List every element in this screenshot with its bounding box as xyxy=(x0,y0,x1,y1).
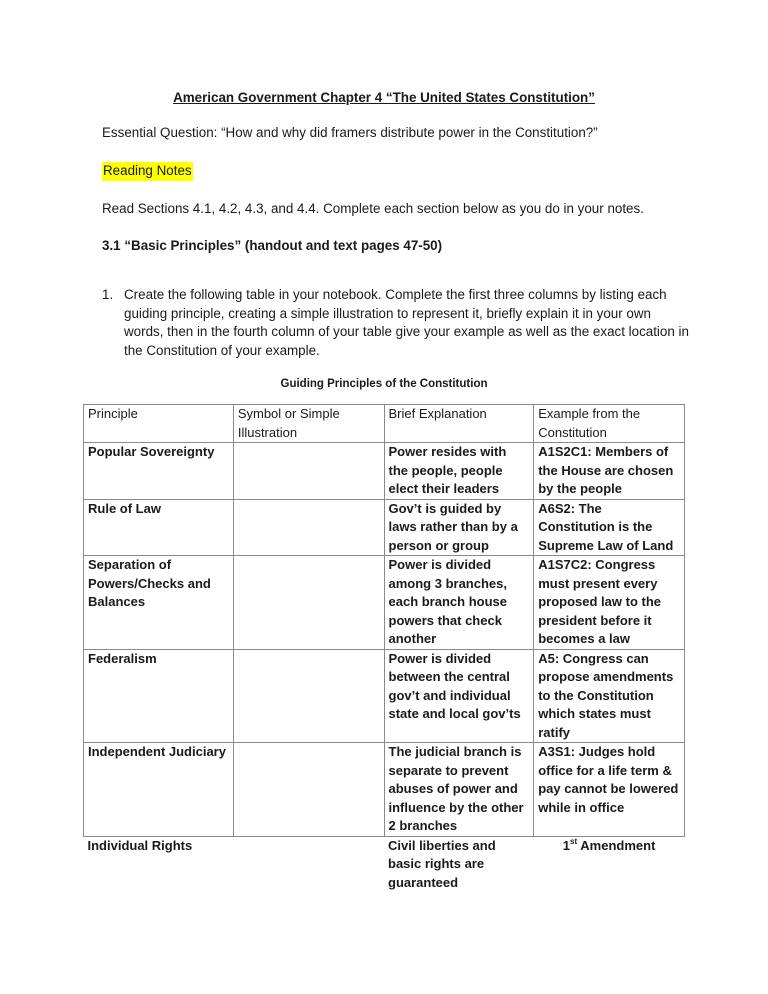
cell-symbol xyxy=(233,443,384,500)
guiding-principles-table xyxy=(83,404,685,892)
ordinal-number: 1 xyxy=(562,837,571,853)
header-example: Example from the Constitution xyxy=(534,405,685,443)
cell-explanation: Power is divided among 3 branches, each branch house powers that check another xyxy=(384,556,534,650)
cell-principle: Federalism xyxy=(84,649,234,743)
cell-example: A3S1: Judges hold office for a life term & pay cannot be lowered while in office xyxy=(534,743,685,837)
table-row xyxy=(84,556,685,650)
essential-question: Essential Question: “How and why did framers distribute power in the Constitution?” xyxy=(102,125,598,140)
cell-principle: Independent Judiciary xyxy=(84,743,234,837)
cell-example: A5: Congress can propose amendments to the Constitution which states must ratify xyxy=(534,649,685,743)
cell-symbol xyxy=(233,743,384,837)
read-sections-instruction: Read Sections 4.1, 4.2, 4.3, and 4.4. Complete each section below as you do in your notes. xyxy=(102,201,644,216)
cell-example xyxy=(534,836,685,892)
cell-principle: Popular Sovereignty xyxy=(84,443,234,500)
reading-notes-heading: Reading Notes xyxy=(102,162,193,181)
table-header-row xyxy=(84,405,685,443)
cell-explanation: Civil liberties and basic rights are guaranteed xyxy=(388,837,496,890)
cell-explanation: Gov’t is guided by laws rather than by a person or group xyxy=(384,499,534,556)
ordinal-suffix: st xyxy=(570,836,578,846)
cell-explanation: The judicial branch is separate to prevent abuses of power and influence by the other 2 branches xyxy=(384,743,534,837)
section-heading: 3.1 “Basic Principles” (handout and text pages 47-50) xyxy=(102,238,443,253)
amendment-text: Amendment xyxy=(577,837,656,853)
header-symbol: Symbol or Simple Illustration xyxy=(233,405,384,443)
cell-symbol xyxy=(233,556,384,650)
cell-example: A1S7C2: Congress must present every proposed law to the president before it becomes a law xyxy=(534,556,685,650)
table-caption: Guiding Principles of the Constitution xyxy=(280,378,488,390)
table-row xyxy=(84,836,685,892)
cell-example: A1S2C1: Members of the House are chosen by the people xyxy=(534,443,685,500)
cell-symbol xyxy=(233,499,384,556)
cell-explanation: Power is divided between the central gov’t and individual state and local gov’ts xyxy=(384,649,534,743)
numbered-instruction xyxy=(102,286,692,360)
header-explanation: Brief Explanation xyxy=(384,405,534,443)
cell-principle: Rule of Law xyxy=(84,499,234,556)
table-row xyxy=(84,743,685,837)
cell-principle: Individual Rights xyxy=(87,837,193,853)
table-row xyxy=(84,649,685,743)
cell-symbol xyxy=(233,836,384,892)
document-title: American Government Chapter 4 “The United States Constitution” xyxy=(173,90,595,105)
cell-symbol xyxy=(233,649,384,743)
cell-principle: Separation of Powers/Checks and Balances xyxy=(84,556,234,650)
header-principle: Principle xyxy=(84,405,234,443)
table-row xyxy=(84,443,685,500)
cell-example: A6S2: The Constitution is the Supreme Law of Land xyxy=(534,499,685,556)
instruction-text: Create the following table in your notebook. Complete the first three columns by listing each guiding principle, creating a simple illustration to represent it, briefly explain it in your own words, then in the fourth column of your table give your example as well as the exact location in the Constitution of your example. xyxy=(124,287,689,358)
table-row xyxy=(84,499,685,556)
list-number: 1. xyxy=(102,287,114,302)
cell-explanation: Power resides with the people, people elect their leaders xyxy=(384,443,534,500)
